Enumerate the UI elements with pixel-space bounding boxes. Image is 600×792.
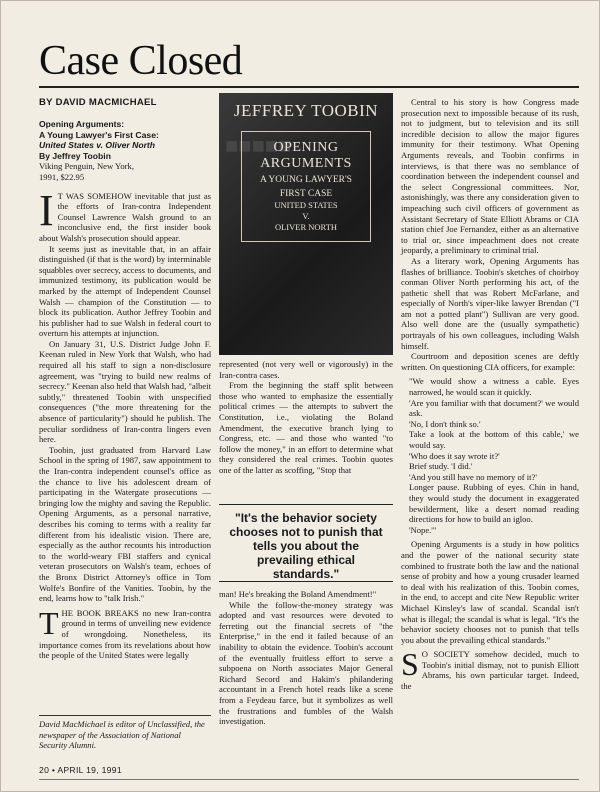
quote-line: 'Are you familiar with that document?' we would ask. — [409, 397, 579, 419]
cover-title-box — [241, 131, 371, 242]
author-note: David MacMichael is editor of Unclassified, the newspaper of the Association of National Security Alumni. — [39, 719, 205, 751]
article-title: Case Closed — [39, 38, 243, 84]
paragraph: man! He's breaking the Boland Amendment!" — [219, 589, 377, 599]
paragraph: While the follow-the-money strategy was adopted and vast resources were devoted to ferreting out the financial secrets of "the Enterprise," in the end it failed because of an inability to obtain the evidence. Toobin's account of the eventually fruitless effort to serve a subpoena on North associates Major General Richard Secord and Hakim's philandering accountant in a French hotel reads like a scene from a Feydeau farce, but it symbolizes as well the frustrations and fumbles of the Walsh investigation. — [219, 599, 393, 727]
pull-quote-rule-top — [219, 504, 393, 505]
pull-quote: "It's the behavior society chooses not to punish that tells you about the prevailing ethical standards." — [229, 511, 383, 581]
book-cover-image — [219, 93, 393, 355]
column-2-continued — [219, 589, 393, 727]
column-1 — [39, 119, 211, 661]
quote-line: Longer pause. Rubbing of eyes. Chin in hand, they would study the document in exaggerated bewilderment, like a desert nomad reading directions for how to build an igloo. — [409, 482, 579, 525]
paragraph: THE BOOK BREAKS no new Iran-contra ground in terms of unveiling new evidence of wrongdoing. Nonetheless, its importance comes from its revelations about how the people of the United States were legally — [39, 604, 211, 661]
paragraph: Opening Arguments is a study in how politics and the power of the national security state combined to frustrate both the law and the national sense of probity and how a young crusader learned to deal with his realization of this. Toobin comes, in the end, to accept and cite New Republic writer Michael Kinsley's law of scandal. Scandal isn't what is illegal; the scandal is what is legal. "It's the behavior society chooses not to punish that tells you about the prevailing ethical standards." — [401, 539, 579, 645]
paragraph: Courtroom and deposition scenes are deftly written. On questioning CIA officers, for example: — [401, 351, 579, 372]
quote-line: 'And you still have no memory of it?' — [409, 471, 537, 482]
pull-quote-rule-bottom — [219, 581, 393, 582]
column-2 — [219, 359, 393, 476]
drop-cap: T — [39, 604, 59, 641]
quote-line: 'No, I don't think so.' — [409, 418, 481, 429]
paragraph: represented (not very well or vigorously) in the Iran-contra cases. — [219, 359, 393, 380]
review-title-line1: Opening Arguments: — [39, 119, 125, 129]
quote-line: "We would show a witness a cable. Eyes narrowed, he would scan it quickly. — [409, 376, 579, 398]
drop-cap: I — [39, 185, 54, 235]
quote-line: Take a look at the bottom of this cable,' we would say. — [409, 429, 579, 450]
cover-title-line2: ARGUMENTS — [260, 156, 352, 171]
note-rule — [39, 715, 211, 716]
quote-line: Brief study. 'I did.' — [409, 461, 473, 472]
paragraph: As a literary work, Opening Arguments has flashes of brilliance. Toobin's sketches of choirboy conman Oliver North performing his act, of the pathetic shell that was Robert McFarlane, and especially of North's viper-like lawyer Brendan ("I am not a potted plant") Sullivan are very good. Also well done are the (usually sympathetic) portrayals of his own colleagues, including Walsh himself. — [401, 255, 579, 351]
quote-line: 'Nope.'" — [409, 524, 437, 535]
paragraph: From the beginning the staff split between those who wanted to emphasize the essentially political crimes — the attempts to subvert the Constitution, i.e., violating the Boland Amendment, the executive branch lying to Congress, etc. — and those who wanted "to follow the money," in an effort to determine what they considered the real crimes. Toobin quotes one of the latter as scoffing, "Stop that — [219, 380, 393, 475]
review-price: 1991, $22.95 — [39, 171, 85, 182]
paragraph: On January 31, U.S. District Judge John F. Keenan ruled in New York that Walsh, who had required all his staff to sign a non-disclosure agreement, was "trying to build new realms of secrecy." Keenan also held that Walsh had, "albeit subtly," threatened Toobin with unspecified consequences ("the more threatening for the absence of particularity") should he publish. The peculiar sordidness of Iran-contra lingers even here. — [39, 338, 211, 445]
cover-author: JEFFREY TOOBIN — [233, 101, 379, 120]
cover-subtitle-line1: A YOUNG LAWYER'S — [260, 175, 352, 185]
cover-subtitle-line2: FIRST CASE — [279, 189, 333, 199]
review-title-line3: United States v. Oliver North — [39, 140, 156, 151]
cover-texture: ■■■■■ — [225, 133, 292, 158]
review-title-line2: A Young Lawyer's First Case: — [39, 129, 159, 140]
cover-subtitle-line5: OLIVER NORTH — [274, 222, 338, 232]
paragraph: Toobin, just graduated from Harvard Law School in the spring of 1987, saw appointment to the Iran-contra independent counsel's office as the chance to live his adolescent dream of participating in the Watergate prosecutions — bringing low the mighty and saving the Republic. Opening Arguments, as a personal narrative, describes his coming to terms with a reality far different from his idealistic vision. There are, especially as the author recounts his introduction to the world-weary FBI staffers and cynical veteran prosecutors on Walsh's team, echoes of the Bronx District Attorney's office in Tom Wolfe's Bonfire of the Vanities. Toobin, by the end, learns how to "talk Irish." — [39, 444, 211, 604]
cover-subtitle-line4: V. — [302, 211, 310, 221]
cover-subtitle-line3: UNITED STATES — [274, 200, 338, 210]
footer-rule — [39, 779, 579, 780]
title-rule — [39, 86, 579, 88]
drop-cap: S — [401, 646, 419, 683]
cover-title-line1: OPENING — [273, 140, 339, 155]
review-publisher: Viking Penguin, New York, — [39, 161, 134, 172]
quote-line: 'Who does it say wrote it?' — [409, 450, 500, 461]
review-author: By Jeffrey Toobin — [39, 150, 111, 161]
page-footer: 20 • APRIL 19, 1991 — [39, 765, 122, 775]
block-quote — [409, 376, 579, 535]
byline: BY DAVID MACMICHAEL — [39, 97, 157, 108]
review-info — [39, 119, 211, 183]
paragraph: It seems just as inevitable that, in an affair distinguished (if that is the word) by interminable squabbles over secrecy, access to documents, and immunized testimony, its publication would be marked by the attempt of Independent Counsel Walsh — champion of the Constitution — to block its publication. Author Jeffrey Toobin and his publisher had to sue Walsh in federal court to overturn his attempts at injunction. — [39, 243, 211, 339]
paragraph: S O SOCIETY somehow decided, much to Toobin's initial dismay, not to punish Elliott Abrams, his own particular target. Indeed, the — [401, 646, 579, 692]
column-3 — [401, 97, 579, 692]
paragraph: Central to his story is how Congress made prosecution next to impossible because of its rush, not to judgment, but to television and its still incredible decision to allow the major figures immunity for their testimony. What Opening Arguments reveals, and Toobin confirms in interviews, is that there was no semblance of coordination between the independent counsel and the select Congressional committees. Nor, astonishingly, was there any consideration given to impeaching such civil officers of government as Assistant Secretary of State Elliott Abrams or CIA station chief Joe Fernandez, either as an alternative to trial or, since impeachment does not create jeopardy, a preliminary to criminal trial. — [401, 97, 579, 256]
paragraph: I T WAS SOMEHOW inevitable that just as the efforts of Iran-contra Independent Counsel Lawrence Walsh ground to an inconclusive end, the first insider book about Walsh's prosecution should appear. — [39, 185, 211, 243]
